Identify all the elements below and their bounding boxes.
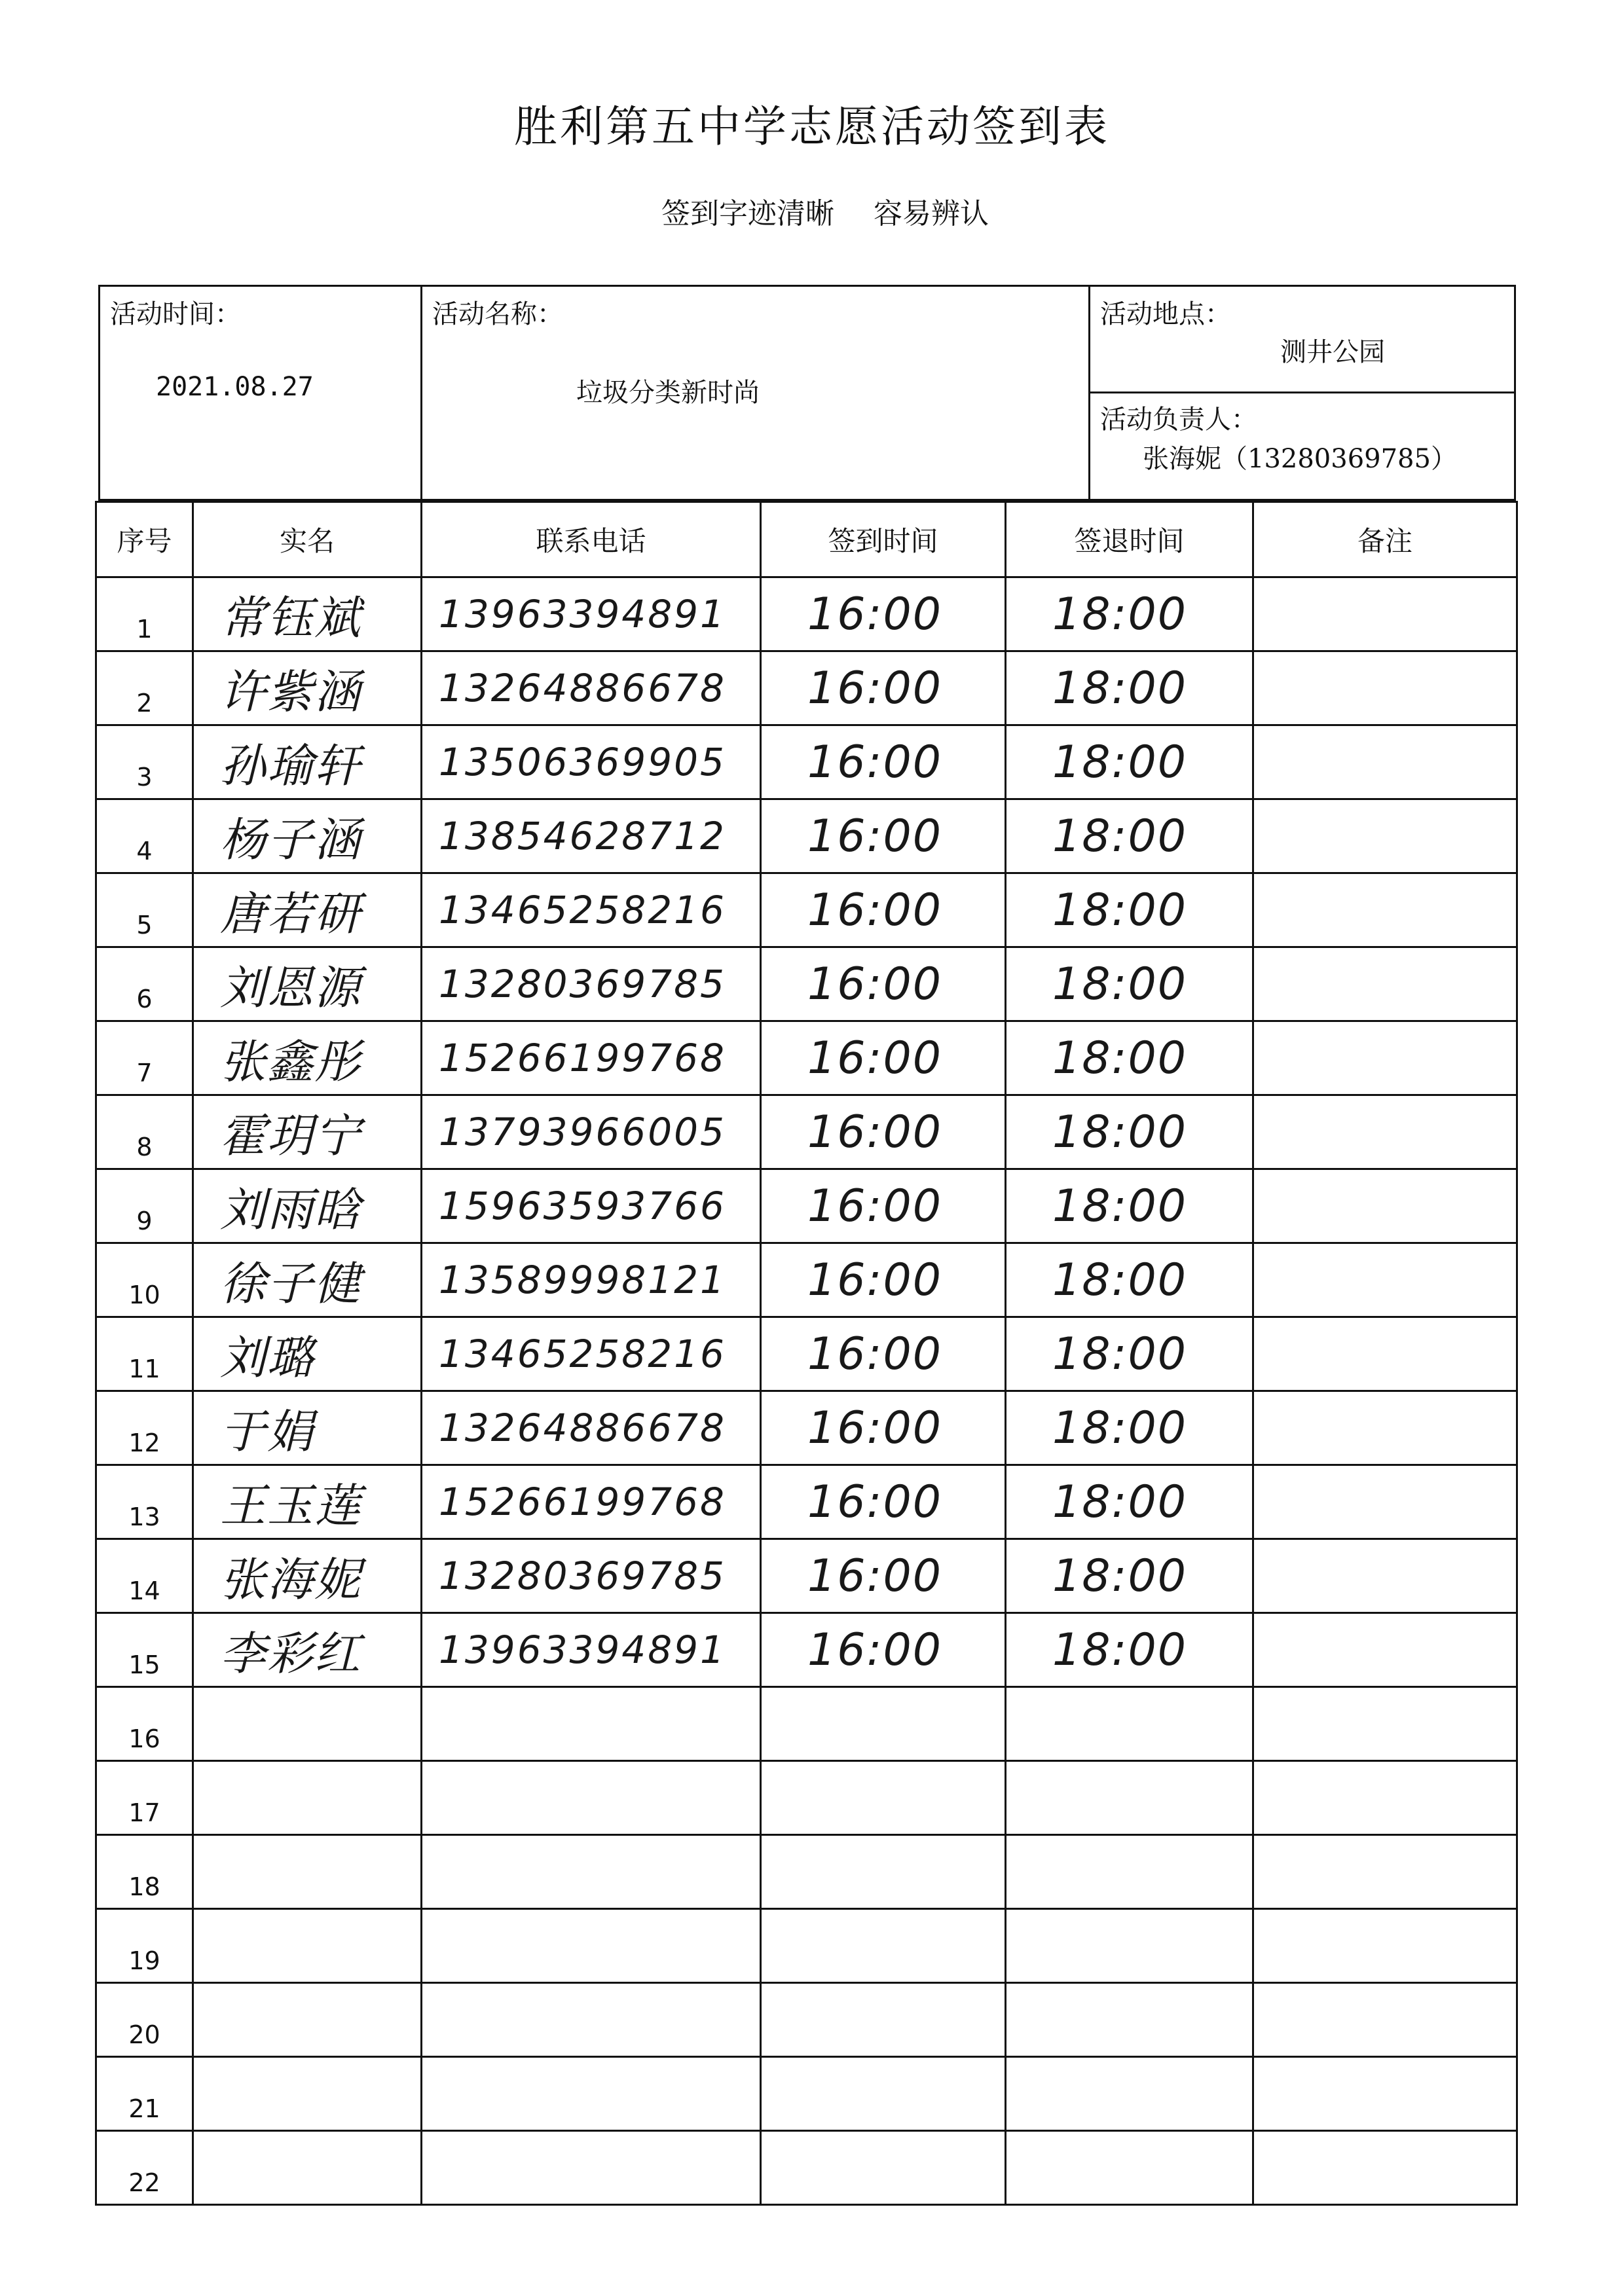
remark xyxy=(1253,1095,1517,1169)
signature-name: 刘恩源 xyxy=(193,947,422,1021)
check-in-time: 16:00 xyxy=(761,1317,1006,1391)
activity-name-value: 垃圾分类新时尚 xyxy=(576,378,760,408)
check-in-time: 16:00 xyxy=(761,1613,1006,1687)
contact-phone: 13589998121 xyxy=(422,1243,761,1317)
column-header-checkout: 签退时间 xyxy=(1006,502,1253,577)
activity-info-header xyxy=(98,285,1516,501)
signature-name: 于娟 xyxy=(193,1391,422,1465)
signature-name: 唐若研 xyxy=(193,873,422,947)
row-number: 11 xyxy=(96,1317,193,1391)
check-in-time: 16:00 xyxy=(761,1169,1006,1243)
activity-time-cell xyxy=(100,287,422,499)
remark xyxy=(1253,1391,1517,1465)
row-number: 12 xyxy=(96,1391,193,1465)
row-number: 14 xyxy=(96,1539,193,1613)
table-row xyxy=(96,799,1517,873)
remark xyxy=(1253,1835,1517,1909)
remark xyxy=(1253,1983,1517,2057)
row-number: 5 xyxy=(96,873,193,947)
contact-phone xyxy=(422,1983,761,2057)
remark xyxy=(1253,1465,1517,1539)
row-number: 13 xyxy=(96,1465,193,1539)
contact-phone xyxy=(422,2131,761,2205)
activity-leader-value: 张海妮（13280369785） xyxy=(1143,444,1457,474)
signature-name xyxy=(193,1687,422,1761)
table-header-row xyxy=(96,502,1517,577)
column-header-checkin: 签到时间 xyxy=(761,502,1006,577)
column-header-name: 实名 xyxy=(193,502,422,577)
check-out-time: 18:00 xyxy=(1006,1095,1253,1169)
page-subtitle xyxy=(661,190,1028,232)
remark xyxy=(1253,1761,1517,1835)
contact-phone: 13264886678 xyxy=(422,651,761,725)
contact-phone xyxy=(422,1909,761,1983)
contact-phone xyxy=(422,2057,761,2131)
table-row xyxy=(96,651,1517,725)
contact-phone: 13506369905 xyxy=(422,725,761,799)
check-out-time: 18:00 xyxy=(1006,577,1253,651)
remark xyxy=(1253,873,1517,947)
check-out-time: 18:00 xyxy=(1006,799,1253,873)
table-row xyxy=(96,1317,1517,1391)
table-row xyxy=(96,873,1517,947)
activity-time-label: 活动时间： xyxy=(110,299,241,329)
check-out-time: 18:00 xyxy=(1006,1613,1253,1687)
contact-phone: 13963394891 xyxy=(422,1613,761,1687)
signature-name: 杨子涵 xyxy=(193,799,422,873)
signature-name: 刘雨晗 xyxy=(193,1169,422,1243)
signature-name: 许紫涵 xyxy=(193,651,422,725)
remark xyxy=(1253,2057,1517,2131)
signature-name: 孙瑜轩 xyxy=(193,725,422,799)
activity-name-label: 活动名称： xyxy=(432,299,563,329)
sign-in-table xyxy=(95,501,1516,2206)
check-in-time xyxy=(761,1761,1006,1835)
remark xyxy=(1253,1909,1517,1983)
check-out-time: 18:00 xyxy=(1006,651,1253,725)
check-in-time xyxy=(761,1687,1006,1761)
signature-name xyxy=(193,1835,422,1909)
row-number: 9 xyxy=(96,1169,193,1243)
remark xyxy=(1253,725,1517,799)
column-header-seq: 序号 xyxy=(96,502,193,577)
subtitle-part: 容易辨认 xyxy=(874,197,989,230)
contact-phone: 15266199768 xyxy=(422,1021,761,1095)
activity-leader-cell xyxy=(1090,393,1514,499)
remark xyxy=(1253,1317,1517,1391)
column-header-note: 备注 xyxy=(1253,502,1517,577)
signature-name: 刘璐 xyxy=(193,1317,422,1391)
signature-name: 李彩红 xyxy=(193,1613,422,1687)
row-number: 3 xyxy=(96,725,193,799)
row-number: 6 xyxy=(96,947,193,1021)
table-row xyxy=(96,1169,1517,1243)
signature-name xyxy=(193,2057,422,2131)
check-in-time: 16:00 xyxy=(761,873,1006,947)
check-out-time: 18:00 xyxy=(1006,725,1253,799)
subtitle-part: 签到字迹清晰 xyxy=(661,197,834,230)
check-out-time: 18:00 xyxy=(1006,1539,1253,1613)
row-number: 19 xyxy=(96,1909,193,1983)
contact-phone: 13280369785 xyxy=(422,947,761,1021)
contact-phone xyxy=(422,1687,761,1761)
contact-phone: 13963394891 xyxy=(422,577,761,651)
remark xyxy=(1253,799,1517,873)
table-row xyxy=(96,1983,1517,2057)
check-out-time xyxy=(1006,1835,1253,1909)
row-number: 18 xyxy=(96,1835,193,1909)
table-row xyxy=(96,1909,1517,1983)
check-in-time: 16:00 xyxy=(761,577,1006,651)
contact-phone: 13465258216 xyxy=(422,873,761,947)
table-row xyxy=(96,577,1517,651)
signature-name: 徐子健 xyxy=(193,1243,422,1317)
row-number: 8 xyxy=(96,1095,193,1169)
row-number: 4 xyxy=(96,799,193,873)
signature-name: 张鑫彤 xyxy=(193,1021,422,1095)
signature-name: 霍玥宁 xyxy=(193,1095,422,1169)
row-number: 15 xyxy=(96,1613,193,1687)
signature-name: 张海妮 xyxy=(193,1539,422,1613)
column-header-phone: 联系电话 xyxy=(422,502,761,577)
row-number: 17 xyxy=(96,1761,193,1835)
signature-name: 王玉莲 xyxy=(193,1465,422,1539)
check-in-time: 16:00 xyxy=(761,1095,1006,1169)
check-out-time xyxy=(1006,1761,1253,1835)
activity-leader-label: 活动负责人： xyxy=(1100,405,1257,435)
table-row xyxy=(96,1761,1517,1835)
check-out-time: 18:00 xyxy=(1006,873,1253,947)
check-in-time xyxy=(761,2057,1006,2131)
check-in-time xyxy=(761,1835,1006,1909)
table-row xyxy=(96,725,1517,799)
signature-name xyxy=(193,1909,422,1983)
remark xyxy=(1253,2131,1517,2205)
remark xyxy=(1253,1613,1517,1687)
remark xyxy=(1253,1687,1517,1761)
signature-name: 常钰斌 xyxy=(193,577,422,651)
table-row xyxy=(96,1835,1517,1909)
check-in-time: 16:00 xyxy=(761,1243,1006,1317)
contact-phone: 15963593766 xyxy=(422,1169,761,1243)
table-row xyxy=(96,1391,1517,1465)
remark xyxy=(1253,577,1517,651)
row-number: 20 xyxy=(96,1983,193,2057)
activity-location-label: 活动地点： xyxy=(1100,299,1231,329)
row-number: 1 xyxy=(96,577,193,651)
check-out-time: 18:00 xyxy=(1006,1317,1253,1391)
remark xyxy=(1253,651,1517,725)
signature-name xyxy=(193,1761,422,1835)
check-in-time: 16:00 xyxy=(761,1539,1006,1613)
row-number: 7 xyxy=(96,1021,193,1095)
remark xyxy=(1253,947,1517,1021)
remark xyxy=(1253,1021,1517,1095)
check-out-time: 18:00 xyxy=(1006,947,1253,1021)
contact-phone: 13465258216 xyxy=(422,1317,761,1391)
activity-location-value: 测井公园 xyxy=(1280,337,1385,367)
row-number: 22 xyxy=(96,2131,193,2205)
table-row xyxy=(96,1095,1517,1169)
check-out-time: 18:00 xyxy=(1006,1465,1253,1539)
page-title: 胜利第五中学志愿活动签到表 xyxy=(514,101,1110,152)
check-in-time: 16:00 xyxy=(761,1465,1006,1539)
check-out-time xyxy=(1006,2057,1253,2131)
check-in-time: 16:00 xyxy=(761,725,1006,799)
table-row xyxy=(96,1021,1517,1095)
table-row xyxy=(96,1687,1517,1761)
check-out-time xyxy=(1006,1983,1253,2057)
row-number: 10 xyxy=(96,1243,193,1317)
row-number: 2 xyxy=(96,651,193,725)
check-in-time: 16:00 xyxy=(761,1391,1006,1465)
check-out-time: 18:00 xyxy=(1006,1169,1253,1243)
check-in-time xyxy=(761,1983,1006,2057)
contact-phone: 13854628712 xyxy=(422,799,761,873)
check-in-time xyxy=(761,2131,1006,2205)
table-row xyxy=(96,1465,1517,1539)
table-row xyxy=(96,2057,1517,2131)
contact-phone: 13264886678 xyxy=(422,1391,761,1465)
remark xyxy=(1253,1243,1517,1317)
check-out-time: 18:00 xyxy=(1006,1021,1253,1095)
check-in-time: 16:00 xyxy=(761,1021,1006,1095)
signature-name xyxy=(193,1983,422,2057)
contact-phone xyxy=(422,1835,761,1909)
check-out-time xyxy=(1006,2131,1253,2205)
activity-location-cell xyxy=(1090,287,1514,393)
activity-name-cell xyxy=(422,287,1090,499)
table-row xyxy=(96,2131,1517,2205)
check-in-time: 16:00 xyxy=(761,799,1006,873)
table-row xyxy=(96,1613,1517,1687)
contact-phone: 13793966005 xyxy=(422,1095,761,1169)
contact-phone xyxy=(422,1761,761,1835)
activity-time-value: 2021.08.27 xyxy=(156,372,314,402)
check-in-time: 16:00 xyxy=(761,651,1006,725)
contact-phone: 15266199768 xyxy=(422,1465,761,1539)
table-row xyxy=(96,1539,1517,1613)
remark xyxy=(1253,1169,1517,1243)
row-number: 21 xyxy=(96,2057,193,2131)
table-row xyxy=(96,947,1517,1021)
check-in-time xyxy=(761,1909,1006,1983)
check-out-time: 18:00 xyxy=(1006,1391,1253,1465)
contact-phone: 13280369785 xyxy=(422,1539,761,1613)
remark xyxy=(1253,1539,1517,1613)
signature-name xyxy=(193,2131,422,2205)
table-row xyxy=(96,1243,1517,1317)
check-out-time xyxy=(1006,1909,1253,1983)
check-in-time: 16:00 xyxy=(761,947,1006,1021)
check-out-time: 18:00 xyxy=(1006,1243,1253,1317)
check-out-time xyxy=(1006,1687,1253,1761)
row-number: 16 xyxy=(96,1687,193,1761)
